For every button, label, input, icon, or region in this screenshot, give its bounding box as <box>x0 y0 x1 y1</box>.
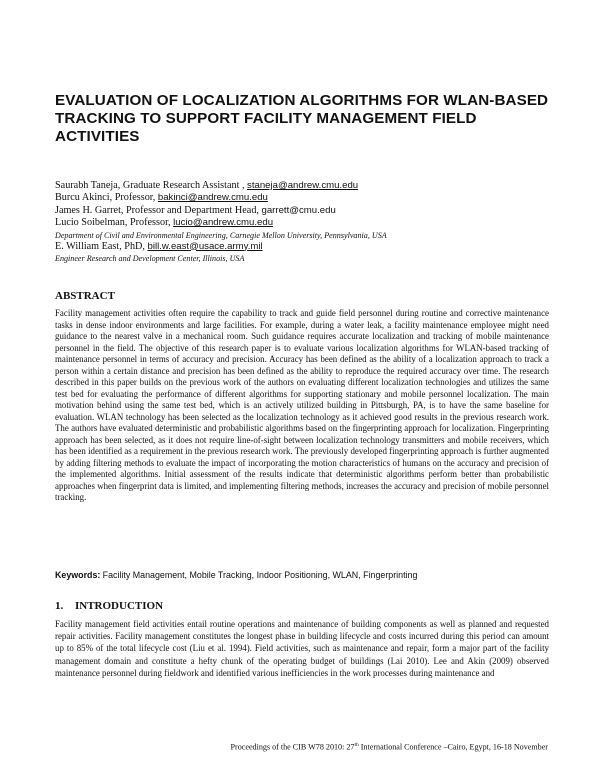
author-block <box>55 180 560 264</box>
abstract-text: Facility management activities often require the capability to track and guide field personnel during routine and corrective maintenance tasks in dense indoor environments and large facilities. For example, during a water leak, a facility maintenance employee might need guidance to the nearest valve in a mechanical room. Such guidance requires accurate localization and tracking of mobile maintenance personnel in the field. The objective of this research paper is to evaluate various localization algorithms for WLAN-based tracking of maintenance personnel in terms of accuracy and precision. Accuracy has been defined as the ability of a localization approach to track a person within a certain distance and precision has been defined as the ability to reproduce the required accuracy over time. The research described in this paper builds on the previous work of the authors on evaluating different localization technologies and utilizes the same test bed for evaluating the performance of different algorithms for supporting stationary and mobile personnel localization. The main motivation behind using the same test bed, which is an actively utilized building in Pittsburgh, PA, is to have the same baseline for evaluation. WLAN technology has been selected as the localization technology as it achieved good results in the previous research work. The authors have evaluated deterministic and probabilistic algorithms based on the fingerprinting approach for localization. Fingerprinting approach has been selected, as it does not require line-of-sight between localization technology transmitters and mobile receivers, which has been identified as a requirement in the previous research work. The previously developed fingerprinting approach is further augmented by adding filtering methods to evaluate the impact of incorporating the motion characteristics of humans on the accuracy and precision of the implemented algorithms. Initial assessment of the results indicate that deterministic algorithms perform better than probabilistic approaches when fingerprint data is limited, and implementing filtering methods, increases the accuracy and precision of mobile personnel tracking. <box>55 308 549 502</box>
author-name: Saurabh Taneja, Graduate Research Assistant , <box>55 180 248 191</box>
author-name: Lucio Soibelman, Professor, <box>55 217 174 229</box>
paper-title: EVALUATION OF LOCALIZATION ALGORITHMS FOR WLAN-BASED TRACKING TO SUPPORT FACILITY MANAGEMENT FIELD ACTIVITIES <box>55 92 549 145</box>
footer-suffix: International Conference –Cairo, Egypt, 16-18 November <box>358 742 548 752</box>
keywords-line <box>55 570 555 580</box>
page-footer <box>231 742 548 752</box>
abstract-heading: ABSTRACT <box>55 290 115 302</box>
section-number: 1. <box>55 600 64 612</box>
author-line <box>55 192 560 204</box>
author-line <box>55 205 560 217</box>
author-name: Burcu Akinci, Professor, <box>55 192 158 204</box>
section-title: INTRODUCTION <box>75 600 164 612</box>
keywords-label: Keywords: <box>55 570 101 580</box>
footer-superscript: th <box>354 742 359 748</box>
author-email-link[interactable]: lucio@andrew.cmu.edu <box>173 217 274 229</box>
author-email-link[interactable]: staneja@andrew.cmu.edu <box>247 180 359 191</box>
affiliation-cmu: Department of Civil and Environmental Engineering, Carnegie Mellon University, Pennsylvania, USA <box>55 230 387 240</box>
author-email-link[interactable]: bill.w.east@usace.army.mil <box>147 240 263 252</box>
author-line <box>55 180 560 192</box>
introduction-text: Facility management field activities entail routine operations and maintenance of building components as well as planned and requested repair activities. Facility management constitutes the longest phase in building lifecycle and costs incurred during this period can amount up to 85% of the total lifecycle cost (Liu et al. 1994). Field activities, such as maintenance and repair, form a major part of the facility management domain and constitute a hefty chunk of the operating budget of buildings (Lai 2010). Lee and Akin (2009) observed maintenance personnel during fieldwork and identified various inefficiencies in the work processes during maintenance and <box>55 619 549 678</box>
footer-prefix: Proceedings of the CIB W78 2010: 27 <box>230 742 355 752</box>
author-email: garrett@cmu.edu <box>261 204 336 216</box>
affiliation-erdc: Engineer Research and Development Center, Illinois, USA <box>55 254 245 264</box>
author-name: E. William East, PhD, <box>55 240 148 252</box>
author-line <box>55 241 560 253</box>
section-heading-introduction <box>55 600 163 612</box>
author-name: James H. Garret, Professor and Department Head, <box>55 204 262 216</box>
author-line <box>55 217 560 229</box>
author-email-link[interactable]: bakinci@andrew.cmu.edu <box>157 192 268 204</box>
keywords-values: Facility Management, Mobile Tracking, Indoor Positioning, WLAN, Fingerprinting <box>102 570 418 580</box>
